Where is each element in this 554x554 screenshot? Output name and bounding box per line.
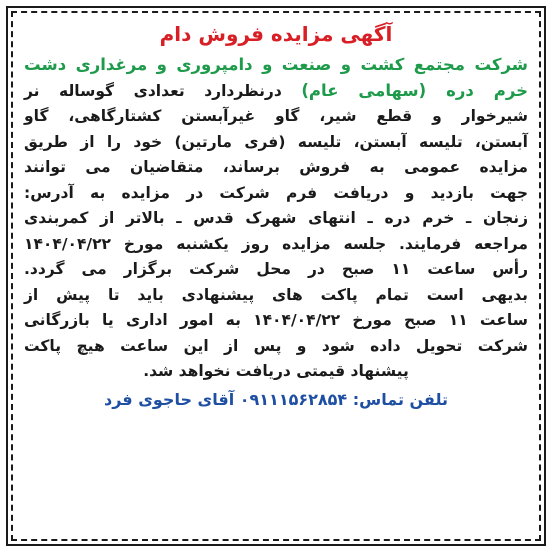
notice-body <box>24 52 528 385</box>
body-line-10: شرکت تحویل داده شود و پس از این ساعت هیچ پاکت <box>24 336 528 355</box>
body-line-7: رأس ساعت ۱۱ صبح در محل شرکت برگزار می گردد. <box>24 260 529 278</box>
company-line-2-rest: درنظردارد تعدادی گوساله نر <box>24 81 302 100</box>
company-line-2 <box>24 78 528 105</box>
company-line-1: شرکت مجتمع کشت و صنعت و دامپروری و مرغداری دشت <box>24 55 528 74</box>
body-line-2: آبستن، تلیسه آبستن، تلیسه (فری مارتین) خود را از طریق <box>24 132 528 151</box>
notice-title: آگهی مزایده فروش دام <box>159 22 393 46</box>
body-line-11: پیشنهاد قیمتی دریافت نخواهد شد. <box>143 362 409 380</box>
body-line-6: مراجعه فرمایند. جلسه مزایده روز یکشنبه مورخ ۱۴۰۴/۰۴/۲۲ <box>24 234 528 253</box>
company-name-suffix: خرم دره (سهامی عام) <box>301 80 529 100</box>
notice-frame <box>6 6 546 546</box>
body-line-8: بدیهی است تمام پاکت های پیشنهادی باید تا پیش از <box>24 285 528 304</box>
body-line-3: مزایده عمومی به فروش برساند، متقاضیان می توانند <box>24 158 528 176</box>
body-line-4: جهت بازدید و دریافت فرم شرکت در مزایده به آدرس: <box>24 183 528 202</box>
body-line-5: زنجان ـ خرم دره ـ انتهای شهرک قدس ـ بالاتر از کمربندی <box>24 209 528 227</box>
notice-content <box>24 20 528 413</box>
body-line-9: ساعت ۱۱ صبح مورخ ۱۴۰۴/۰۴/۲۲ به امور اداری یا بازرگانی <box>24 311 528 329</box>
body-line-1: شیرخوار و قطع شیر، گاو غیرآبستن کشتارگاهی، گاو <box>24 107 528 125</box>
phone-line: تلفن تماس: ۰۹۱۱۱۵۶۲۸۵۴ آقای حاجوی فرد <box>104 389 448 409</box>
